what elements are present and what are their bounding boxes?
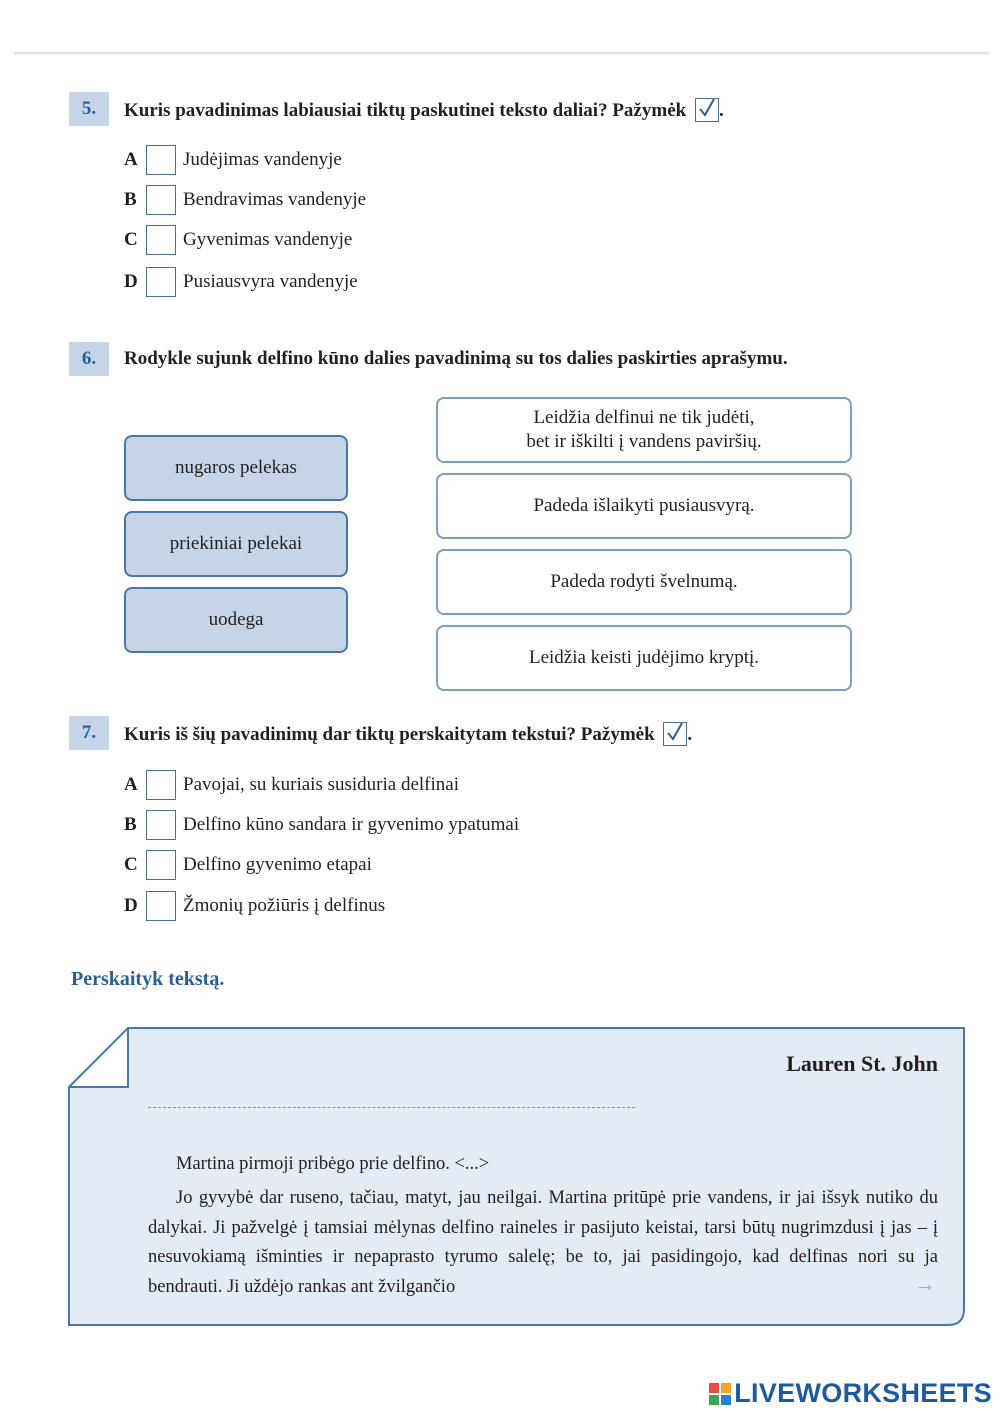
question-5-suffix: . — [718, 100, 724, 121]
option-text: Žmonių požiūris į delfinus — [183, 895, 386, 916]
match-left-tail[interactable]: uodega — [124, 587, 348, 653]
logo-mark-icon — [709, 1383, 731, 1405]
q5-checkbox-a[interactable] — [146, 145, 176, 175]
match-right-3[interactable] — [436, 549, 852, 615]
question-5-prompt: Kuris pavadinimas labiausiai tiktų paskutinei teksto daliai? Pažymėk — [124, 100, 687, 121]
option-text: Pusiausvyra vandenyje — [183, 271, 358, 292]
reading-paragraph-2: Jo gyvybė dar ruseno, tačiau, matyt, jau neilgai. Martina pritūpė prie vandens, ir jai išsyk nutiko du dalykai. Ji pažvelgė į tamsiai mėlynas delfino raineles ir pasijuto keistai, tarsi būtų nugrimzdusi į jas – į nesuvokiamą išminties ir nepaprasto tyrumo salelę; be to, jai pasidingojo, kad delfinas nori su ja bendrauti. Ji uždėjo rankas ant žvilgančio — [148, 1188, 938, 1297]
reading-paragraph-1: Martina pirmoji pribėgo prie delfino. <...> — [176, 1154, 490, 1174]
q7-option-c — [124, 849, 372, 881]
logo-text: LIVEWORKSHEETS — [734, 1378, 992, 1408]
option-text: Pavojai, su kuriais susiduria delfinai — [183, 774, 459, 795]
option-letter: C — [124, 229, 138, 250]
match-left-dorsal-fin[interactable]: nugaros pelekas — [124, 435, 348, 501]
q7-option-b — [124, 809, 519, 841]
question-7-suffix: . — [687, 724, 693, 745]
option-letter: B — [124, 189, 137, 210]
q5-option-c — [124, 224, 352, 256]
question-5-text — [124, 98, 724, 122]
reading-heading: Perskaityk tekstą. — [71, 968, 225, 990]
liveworksheets-logo — [709, 1378, 992, 1409]
match-left-front-fins[interactable]: priekiniai pelekai — [124, 511, 348, 577]
q5-checkbox-d[interactable] — [146, 267, 176, 297]
q7-checkbox-d[interactable] — [146, 891, 176, 921]
q5-option-b — [124, 184, 366, 216]
option-text: Delfino gyvenimo etapai — [183, 854, 372, 875]
match-right-3-text: Padeda rodyti švelnumą. — [550, 571, 738, 592]
option-text: Judėjimas vandenyje — [183, 149, 342, 170]
option-letter: A — [124, 774, 138, 795]
match-right-1-line2: bet ir iškilti į vandens paviršių. — [526, 431, 762, 452]
question-7-number: 7. — [69, 716, 109, 750]
match-right-2[interactable] — [436, 473, 852, 539]
option-text: Bendravimas vandenyje — [183, 189, 367, 210]
q7-option-d — [124, 890, 385, 922]
option-text: Delfino kūno sandara ir gyvenimo ypatumai — [183, 814, 520, 835]
question-6-number: 6. — [69, 342, 109, 376]
match-right-1-line1: Leidžia delfinui ne tik judėti, — [533, 407, 755, 428]
match-right-2-text: Padeda išlaikyti pusiausvyrą. — [533, 495, 755, 516]
option-letter: D — [124, 895, 138, 916]
checkmark-icon — [695, 98, 719, 122]
dashed-divider — [148, 1107, 635, 1108]
q7-checkbox-c[interactable] — [146, 850, 176, 880]
q7-checkbox-a[interactable] — [146, 770, 176, 800]
question-7-text — [124, 722, 692, 746]
arrow-right-icon: → — [914, 1271, 936, 1296]
option-letter: A — [124, 149, 138, 170]
question-7-prompt: Kuris iš šių pavadinimų dar tiktų perskaitytam tekstui? Pažymėk — [124, 724, 655, 745]
option-text: Gyvenimas vandenyje — [183, 229, 353, 250]
question-5-number: 5. — [69, 92, 109, 126]
match-right-1[interactable] — [436, 397, 852, 463]
q7-checkbox-b[interactable] — [146, 810, 176, 840]
question-6-text: Rodykle sujunk delfino kūno dalies pavadinimą su tos dalies paskirties aprašymu. — [124, 348, 788, 369]
author-name: Lauren St. John — [786, 1051, 938, 1076]
top-divider — [14, 52, 989, 55]
q7-option-a — [124, 769, 459, 801]
checkmark-icon — [663, 722, 687, 746]
q5-checkbox-b[interactable] — [146, 185, 176, 215]
option-letter: D — [124, 271, 138, 292]
option-letter: C — [124, 854, 138, 875]
match-right-4-text: Leidžia keisti judėjimo kryptį. — [528, 647, 760, 668]
q5-checkbox-c[interactable] — [146, 225, 176, 255]
q5-option-d — [124, 266, 358, 298]
reading-panel — [68, 1027, 966, 1327]
option-letter: B — [124, 814, 137, 835]
match-right-4[interactable] — [436, 625, 852, 691]
q5-option-a — [124, 144, 342, 176]
